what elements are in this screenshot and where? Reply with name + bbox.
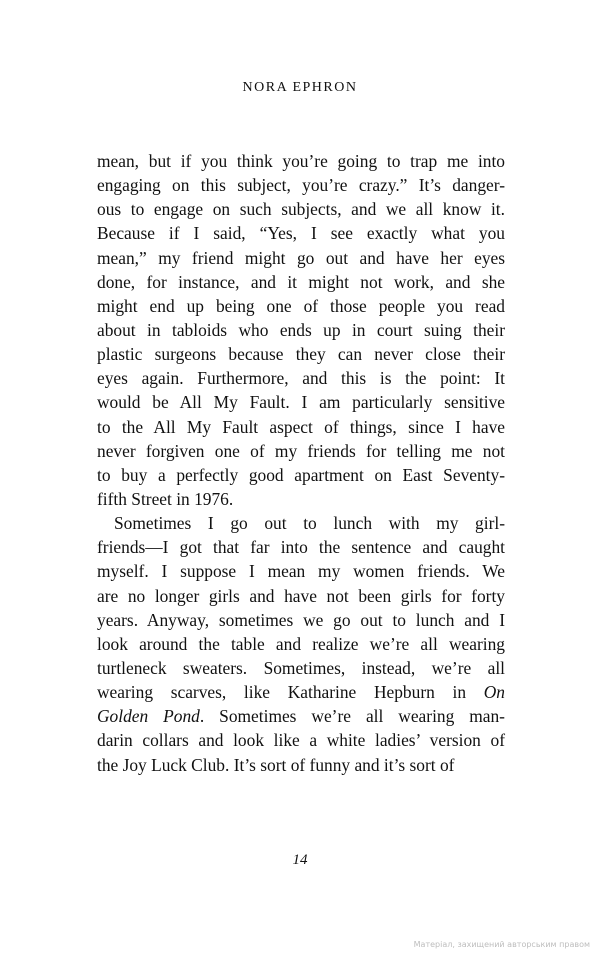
text-line: the Joy Luck Club. It’s sort of funny and it’s sort of [97,754,455,775]
text-line: are no longer girls and have not been girls for forty [97,585,505,606]
page-number: 14 [292,852,308,868]
text-line: eyes again. Furthermore, and this is the point: It [97,368,505,389]
text-line: look around the table and realize we’re all wearing [97,633,505,654]
text-line: mean,” my friend might go out and have her eyes [97,247,505,268]
text-line: done, for instance, and it might not work, and she [97,271,505,292]
paragraph [97,511,505,777]
italic-title: On [483,682,505,703]
text-line: turtleneck sweaters. Sometimes, instead, we’re all [97,657,505,678]
text-line [97,680,505,704]
text-line: plastic surgeons because they can never close their [97,344,505,365]
copyright-watermark: Матеріал, захищений авторським правом [413,940,590,949]
text-line: to buy a perfectly good apartment on East Seventy- [97,464,505,485]
text-line: might end up being one of those people you read [97,295,505,316]
body-text [97,149,505,777]
running-head: NORA EPHRON [242,80,358,95]
text-line: years. Anyway, sometimes we go out to lunch and I [97,609,505,630]
text-line: would be All My Fault. I am particularly sensitive [97,392,505,413]
text-segment: . Sometimes we’re all wearing man- [199,706,505,727]
text-line [97,704,505,728]
text-line: never forgiven one of my friends for telling me not [97,440,505,461]
text-line: to the All My Fault aspect of things, since I have [97,416,505,437]
text-segment: wearing scarves, like Katharine Hepburn in [97,682,484,703]
text-line: about in tabloids who ends up in court suing their [97,319,505,340]
italic-title: Golden Pond [97,706,200,727]
paragraph [97,149,505,511]
text-line: myself. I suppose I mean my women friends. We [97,561,505,582]
text-line: Because if I said, “Yes, I see exactly what you [97,223,505,244]
text-line: Sometimes I go out to lunch with my girl- [114,513,505,534]
text-line: ous to engage on such subjects, and we all know it. [97,199,505,220]
text-line: darin collars and look like a white ladies’ version of [97,730,505,751]
text-line: mean, but if you think you’re going to trap me into [97,151,505,171]
text-line: friends—I got that far into the sentence and caught [97,537,505,558]
text-line: fifth Street in 1976. [97,488,234,509]
text-line: engaging on this subject, you’re crazy.” It’s danger- [97,175,505,196]
